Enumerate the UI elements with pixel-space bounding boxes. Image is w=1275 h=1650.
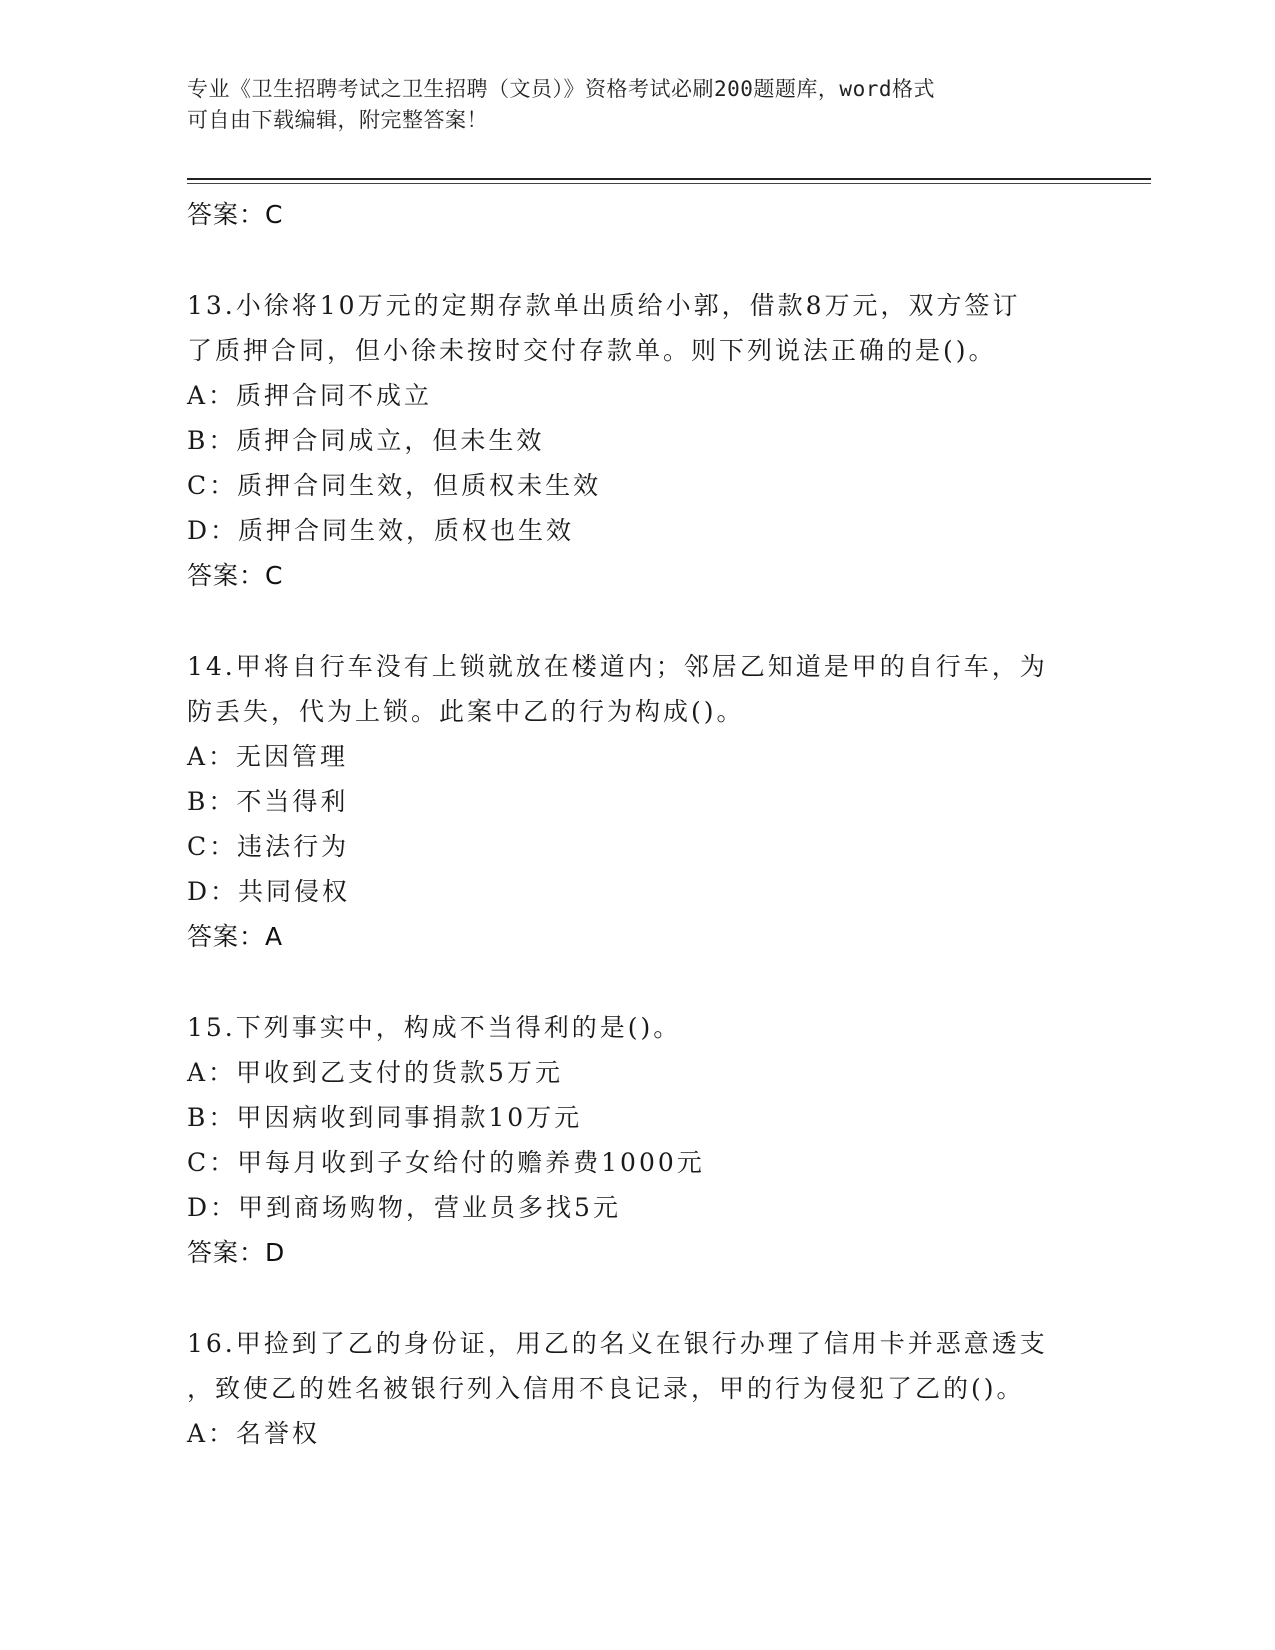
document-header	[187, 74, 1087, 136]
question-stem-line: 防丢失，代为上锁。此案中乙的行为构成()。	[187, 697, 745, 726]
answer-line: 答案：C	[187, 561, 284, 590]
question-16	[187, 1321, 1087, 1456]
question-stem-line: 14.甲将自行车没有上锁就放在楼道内；邻居乙知道是甲的自行车，为	[187, 652, 1048, 681]
answer-line: 答案：A	[187, 922, 284, 951]
question-stem-line: 16.甲捡到了乙的身份证，用乙的名义在银行办理了信用卡并恶意透支	[187, 1329, 1048, 1358]
option-a: A：名誉权	[187, 1419, 321, 1448]
option-c: C：甲每月收到子女给付的赡养费1000元	[187, 1148, 705, 1177]
header-line-2: 可自由下载编辑，附完整答案！	[187, 108, 488, 132]
option-b: B：质押合同成立，但未生效	[187, 426, 545, 455]
question-list	[187, 192, 1087, 1456]
question-stem	[187, 1005, 1087, 1050]
option-d: D：甲到商场购物，营业员多找5元	[187, 1193, 621, 1222]
question-stem-line: ，致使乙的姓名被银行列入信用不良记录，甲的行为侵犯了乙的()。	[187, 1374, 1025, 1403]
option-d: D：质押合同生效，质权也生效	[187, 516, 575, 545]
spacer	[187, 238, 1087, 283]
spacer	[187, 599, 1087, 644]
question-stem	[187, 644, 1087, 734]
header-divider-thick	[187, 178, 1151, 180]
option-a: A：无因管理	[187, 742, 349, 771]
answer-line: 答案：D	[187, 1238, 286, 1267]
option-d: D：共同侵权	[187, 877, 351, 906]
question-stem-line: 15.下列事实中，构成不当得利的是()。	[187, 1013, 682, 1042]
question-13	[187, 283, 1087, 599]
option-a: A：甲收到乙支付的货款5万元	[187, 1058, 563, 1087]
question-15	[187, 1005, 1087, 1276]
question-14	[187, 644, 1087, 960]
answer-line-previous: 答案：C	[187, 200, 284, 229]
spacer	[187, 1276, 1087, 1321]
option-c: C：质押合同生效，但质权未生效	[187, 471, 602, 500]
question-stem-line: 13.小徐将10万元的定期存款单出质给小郭，借款8万元，双方签订	[187, 291, 1021, 320]
option-c: C：违法行为	[187, 832, 350, 861]
header-line-1: 专业《卫生招聘考试之卫生招聘（文员）》资格考试必刷200题题库，word格式	[187, 77, 935, 101]
question-stem-line: 了质押合同，但小徐未按时交付存款单。则下列说法正确的是()。	[187, 336, 997, 365]
spacer	[187, 960, 1087, 1005]
header-divider-thin	[187, 183, 1151, 184]
question-stem	[187, 283, 1087, 373]
option-a: A：质押合同不成立	[187, 381, 433, 410]
option-b: B：不当得利	[187, 787, 349, 816]
option-b: B：甲因病收到同事捐款10万元	[187, 1103, 583, 1132]
question-stem	[187, 1321, 1087, 1411]
